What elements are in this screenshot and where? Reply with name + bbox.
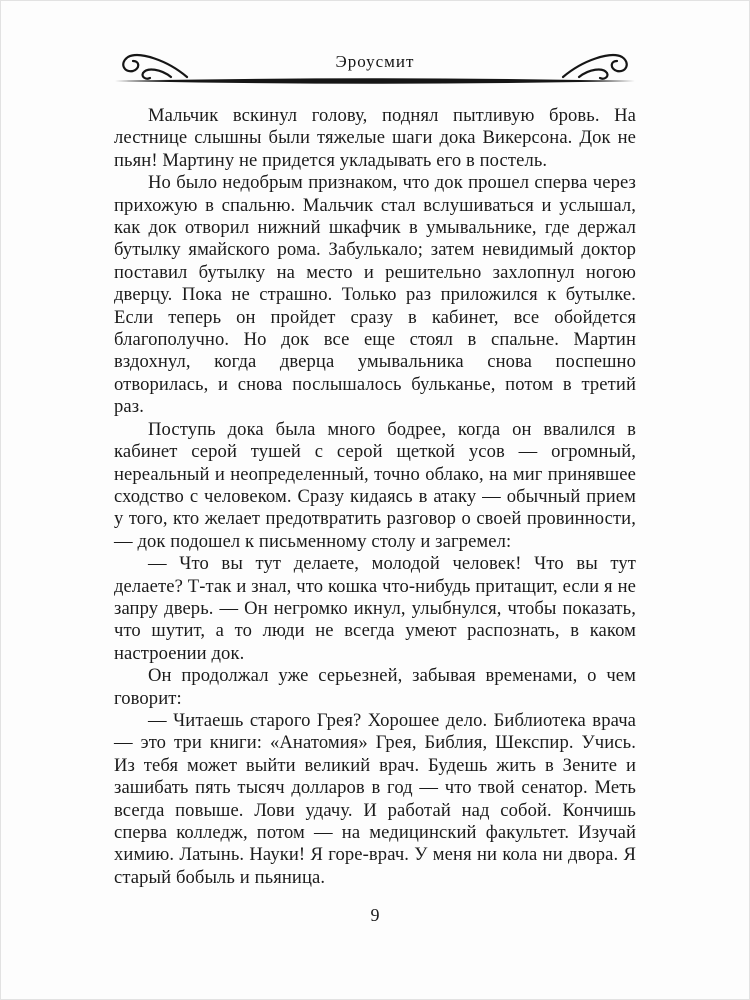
paragraph-2: Но было недобрым признаком, что док прошел сперва через прихожую в спальню. Мальчик стал вслушиваться и услышал, как док отворил нижний шкафчик в умывальнике, где держал бутылку ямайского рома. Забулькало; затем невидимый доктор поставил бутылку на место и решительно захлопнул ногою дверцу. Пока не страшно. Только раз приложился к бутылке. Если теперь он пройдет сразу в кабинет, все обойдется благополучно. Но док все еще стоял в спальне. Мартин вздохнул, когда дверца умывальника снова поспешно отворилась, и снова послышалось бульканье, потом в третий раз.	[114, 172, 636, 418]
paragraph-3: Поступь дока была много бодрее, когда он ввалился в кабинет серой тушей с серой щеткой усов — огромный, нереальный и неопределенный, точно облако, на миг принявшее сходство с человеком. Сразу кидаясь в атаку — обычный прием у того, кто желает предотвратить разговор о своей провинности, — док подошел к письменному столу и загремел:	[114, 418, 636, 552]
paragraph-1: Мальчик вскинул голову, поднял пытливую бровь. На лестнице слышны были тяжелые шаги дока Викерсона. Док не пьян! Мартину не придется укладывать его в постель.	[114, 105, 636, 171]
page-number: 9	[370, 905, 380, 926]
paragraph-5: Он продолжал уже серьезней, забывая временами, о чем говорит:	[114, 665, 636, 709]
page-body	[114, 105, 636, 889]
page-header	[115, 51, 635, 87]
paragraph-4: — Что вы тут делаете, молодой человек! Что вы тут делаете? Т-так и знал, что кошка что-нибудь притащит, если я не запру дверь. — Он негромко икнул, улыбнулся, чтобы показать, что шутит, а то люди не всегда умеют распознать, в каком настроении док.	[114, 553, 636, 664]
running-head-title: Эроусмит	[335, 52, 415, 71]
page-footer	[1, 905, 749, 926]
swelled-rule	[115, 78, 635, 84]
paragraph-6: — Читаешь старого Грея? Хорошее дело. Библиотека врача — это три книги: «Анатомия» Грея, Библия, Шекспир. Учись. Из тебя может выйти великий врач. Будешь жить в Зените и зашибать пять тысяч долларов в год — что твой сенатор. Меть всегда повыше. Лови удачу. И работай над собой. Кончишь сперва колледж, потом — на медицинский факультет. Изучай химию. Латынь. Науки! Я горе-врач. У меня ни кола ни двора. Я старый бобыль и пьяница.	[114, 709, 636, 888]
